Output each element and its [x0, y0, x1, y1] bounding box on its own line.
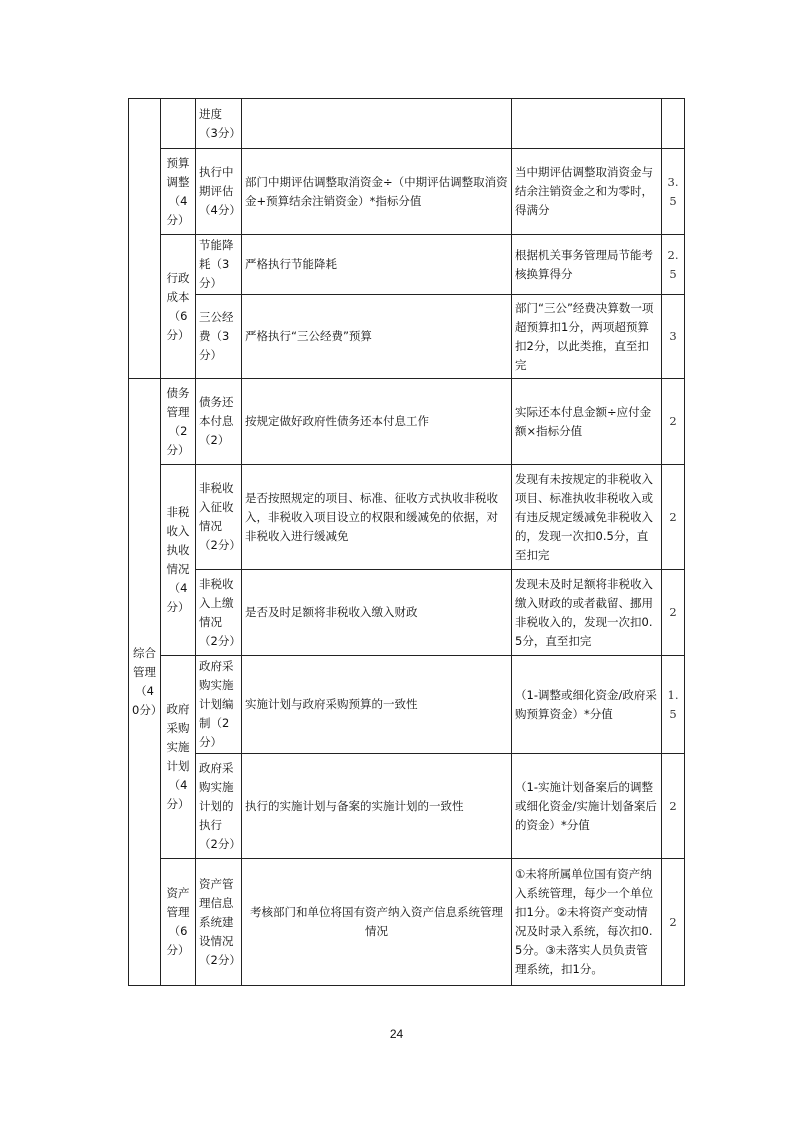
score-cell: 3 — [662, 295, 685, 379]
score-cell: 2 — [662, 859, 685, 986]
score-cell: 2 — [662, 465, 685, 570]
table-row — [129, 99, 685, 149]
table-row — [129, 295, 685, 379]
level2-cell: 政府采购实施计划（4分） — [161, 656, 196, 859]
standard-cell: 严格执行节能降耗 — [242, 235, 512, 295]
standard-cell — [242, 99, 512, 149]
table-row — [129, 570, 685, 656]
standard-cell: 是否及时足额将非税收入缴入财政 — [242, 570, 512, 656]
rule-cell: 发现有未按规定的非税收入项目、标准执收非税收入或有违反规定缓减免非税收入的，发现一次扣0.5分，直至扣完 — [512, 465, 662, 570]
standard-cell: 部门中期评估调整取消资金÷（中期评估调整取消资金+预算结余注销资金）*指标分值 — [242, 149, 512, 235]
level3-cell: 资产管理信息系统建设情况（2分） — [196, 859, 242, 986]
table-row — [129, 859, 685, 986]
level3-cell: 三公经费（3分） — [196, 295, 242, 379]
score-cell: 2 — [662, 379, 685, 465]
rule-cell: 根据机关事务管理局节能考核换算得分 — [512, 235, 662, 295]
score-cell: 2 — [662, 570, 685, 656]
level3-cell: 进度（3分） — [196, 99, 242, 149]
evaluation-table — [128, 98, 685, 986]
standard-cell: 是否按照规定的项目、标准、征收方式执收非税收入，非税收入项目设立的权限和缓减免的依据，对非税收入进行缓减免 — [242, 465, 512, 570]
rule-cell: ①未将所属单位国有资产纳入系统管理，每少一个单位扣1分。②未将资产变动情况及时录入系统，每次扣0.5分。③未落实人员负责管理系统，扣1分。 — [512, 859, 662, 986]
level2-cell: 债务管理（2分） — [161, 379, 196, 465]
level2-cell: 行政成本（6分） — [161, 235, 196, 379]
standard-cell: 实施计划与政府采购预算的一致性 — [242, 656, 512, 754]
standard-cell: 执行的实施计划与备案的实施计划的一致性 — [242, 754, 512, 859]
table-row — [129, 379, 685, 465]
table-row — [129, 656, 685, 754]
level1-cell-empty — [129, 99, 161, 379]
level2-cell: 预算调整（4分） — [161, 149, 196, 235]
standard-cell: 考核部门和单位将国有资产纳入资产信息系统管理情况 — [242, 859, 512, 986]
level2-cell: 非税收入执收情况（4分） — [161, 465, 196, 656]
table-row — [129, 235, 685, 295]
rule-cell — [512, 99, 662, 149]
standard-cell: 严格执行“三公经费”预算 — [242, 295, 512, 379]
table-row — [129, 465, 685, 570]
score-cell: 2 — [662, 754, 685, 859]
rule-cell: （1-实施计划备案后的调整或细化资金/实施计划备案后的资金）*分值 — [512, 754, 662, 859]
page-number: 24 — [389, 1027, 404, 1041]
rule-cell: （1-调整或细化资金/政府采购预算资金）*分值 — [512, 656, 662, 754]
level3-cell: 执行中期评估（4分） — [196, 149, 242, 235]
level2-cell-empty — [161, 99, 196, 149]
level1-cell: 综合管理（40分） — [129, 379, 161, 986]
table-row — [129, 149, 685, 235]
score-cell: 2.5 — [662, 235, 685, 295]
score-cell: 3.5 — [662, 149, 685, 235]
rule-cell: 部门“三公”经费决算数一项超预算扣1分，两项超预算扣2分，以此类推，直至扣完 — [512, 295, 662, 379]
rule-cell: 实际还本付息金额÷应付金额×指标分值 — [512, 379, 662, 465]
rule-cell: 当中期评估调整取消资金与结余注销资金之和为零时，得满分 — [512, 149, 662, 235]
level3-cell: 政府采购实施计划编制（2分） — [196, 656, 242, 754]
level2-cell: 资产管理（6分） — [161, 859, 196, 986]
table-row — [129, 754, 685, 859]
score-cell — [662, 99, 685, 149]
level3-cell: 政府采购实施计划的执行（2分） — [196, 754, 242, 859]
standard-cell: 按规定做好政府性债务还本付息工作 — [242, 379, 512, 465]
rule-cell: 发现未及时足额将非税收入缴入财政的或者截留、挪用非税收入的，发现一次扣0.5分，直至扣完 — [512, 570, 662, 656]
level3-cell: 债务还本付息（2） — [196, 379, 242, 465]
level3-cell: 非税收入上缴情况（2分） — [196, 570, 242, 656]
level3-cell: 非税收入征收情况（2分） — [196, 465, 242, 570]
score-cell: 1.5 — [662, 656, 685, 754]
level3-cell: 节能降耗（3分） — [196, 235, 242, 295]
